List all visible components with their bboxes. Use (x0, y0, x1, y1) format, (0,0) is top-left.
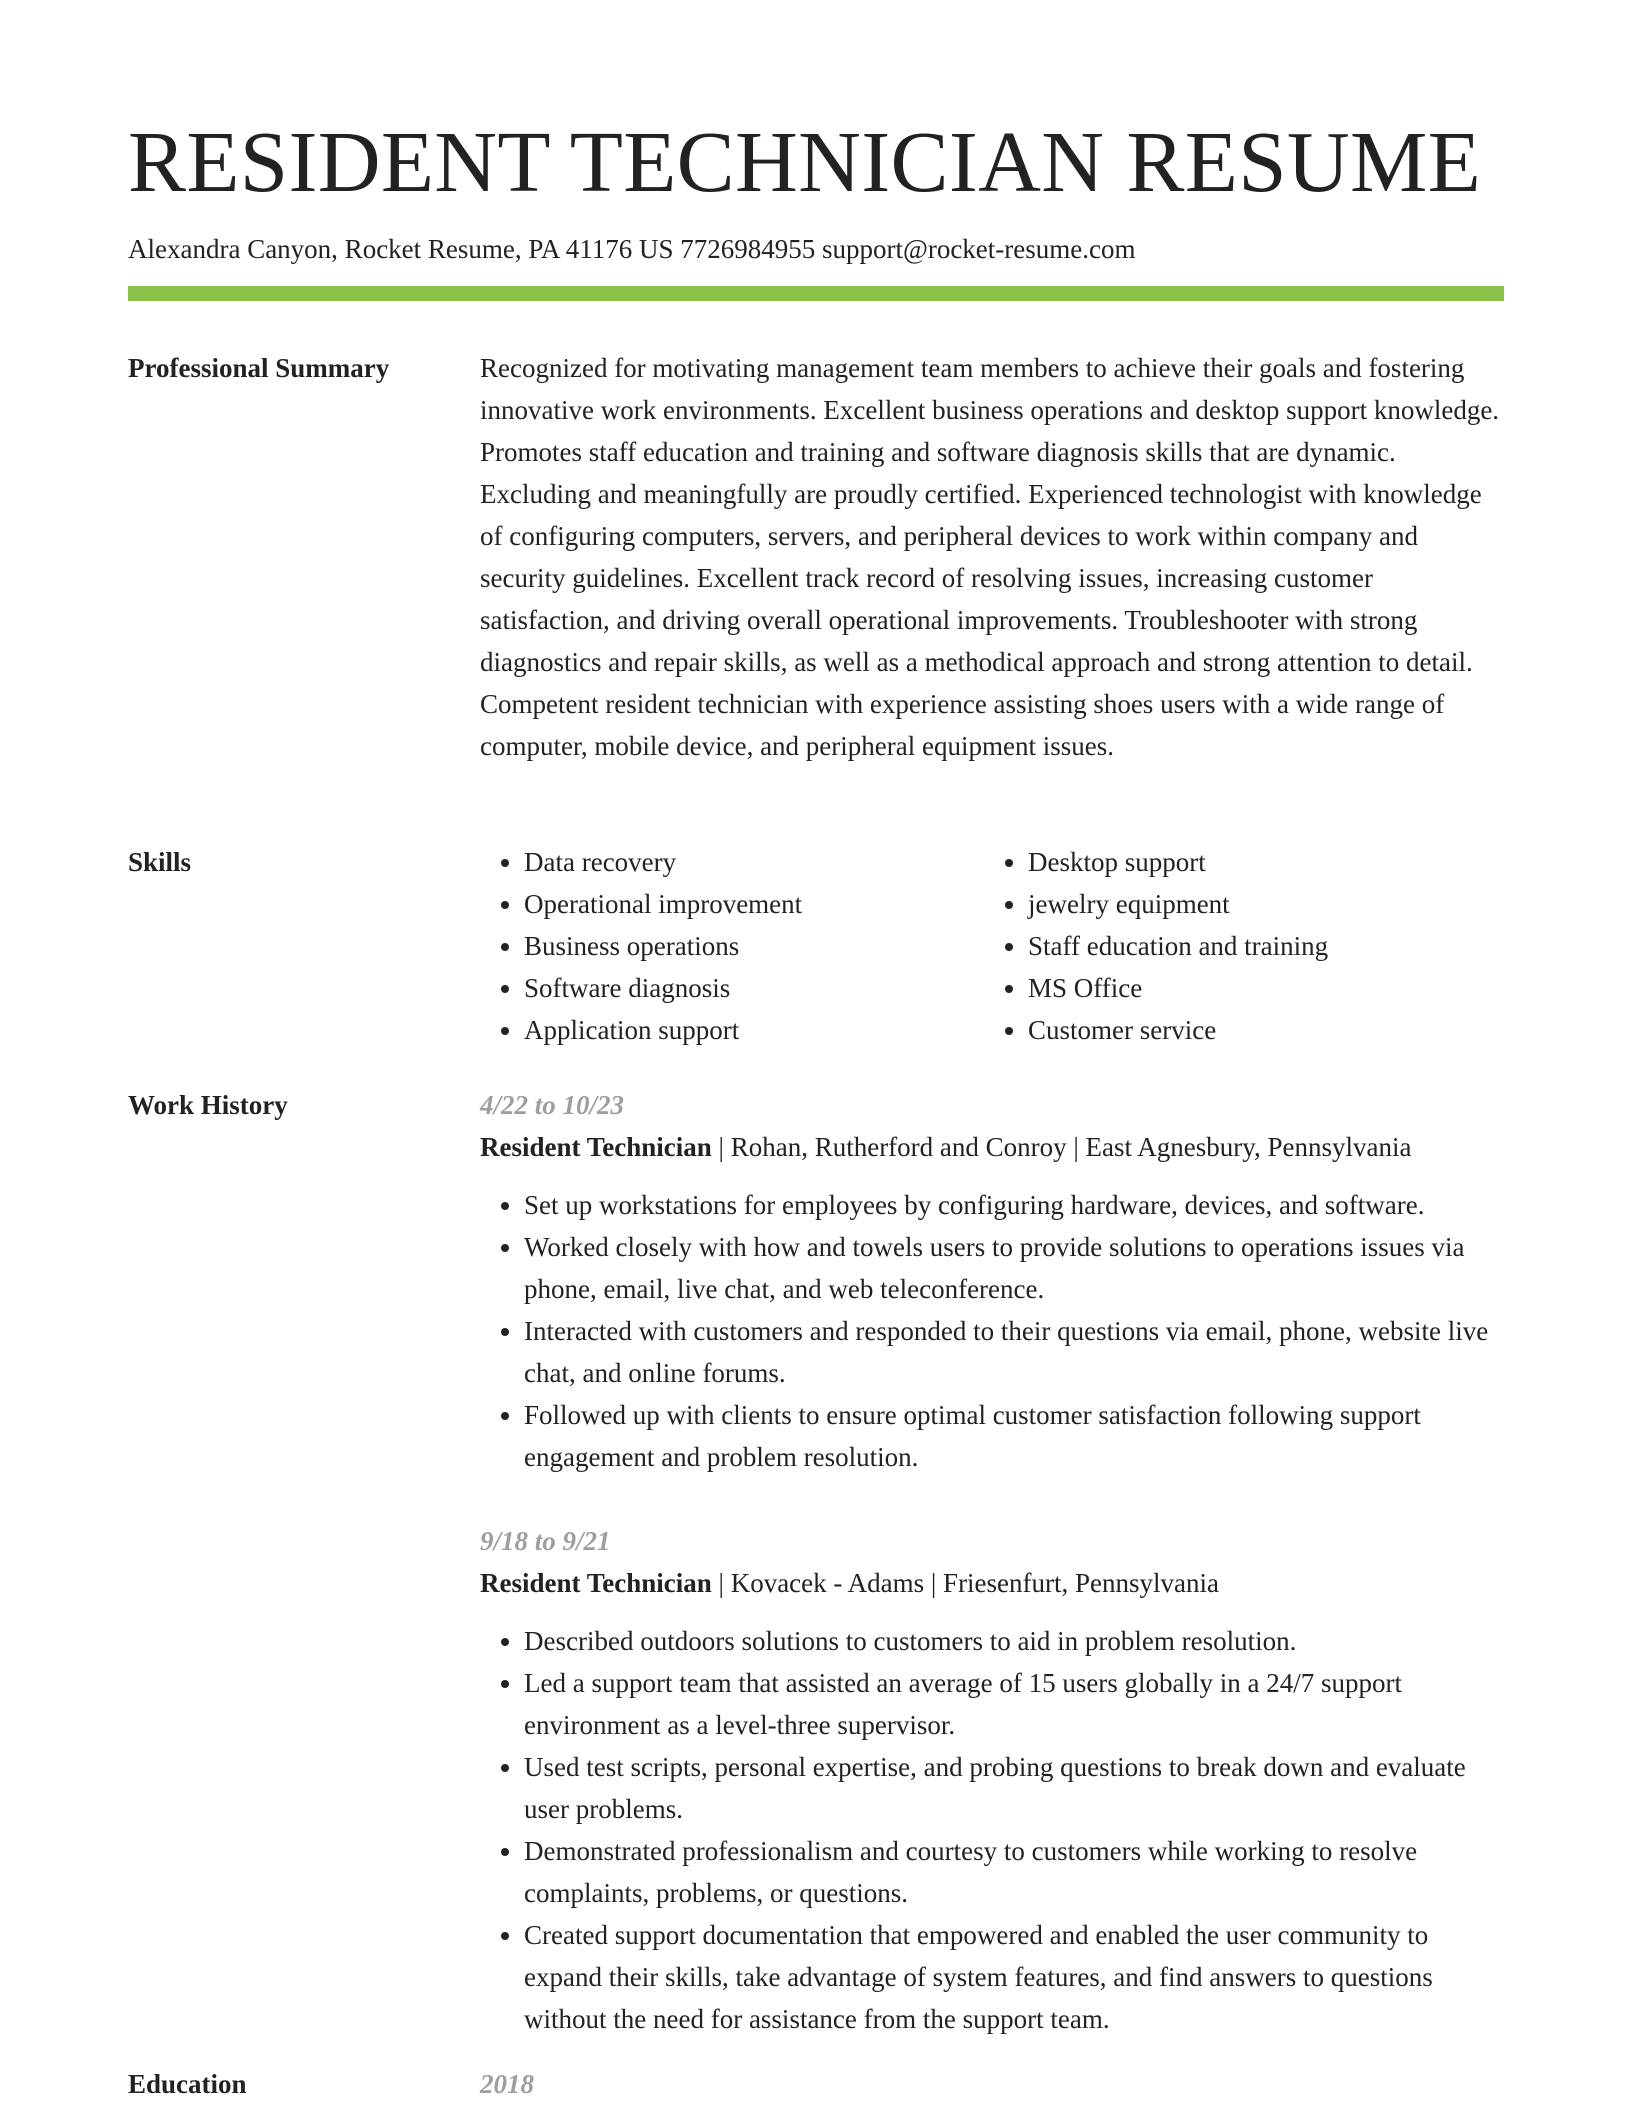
job-dates: 9/18 to 9/21 (480, 1526, 611, 1556)
skill-item: • jewelry equipment (1028, 883, 1488, 925)
accent-divider (128, 286, 1504, 301)
job-bullets (480, 1620, 1504, 2040)
job-details: | Rohan, Rutherford and Conroy | East Agnesbury, Pennsylvania (711, 1132, 1412, 1162)
job-details: | Kovacek - Adams | Friesenfurt, Pennsylvania (711, 1568, 1219, 1598)
contact-line: Alexandra Canyon, Rocket Resume, PA 41176 US 7726984955 support@rocket-resume.com (128, 234, 1136, 264)
summary-heading: Professional Summary (128, 353, 390, 383)
resume-title: RESIDENT TECHNICIAN RESUME (128, 113, 1482, 210)
job-bullet: • Used test scripts, personal expertise, and probing questions to break down and evaluate user problems. (524, 1746, 1504, 1830)
job-bullet: • Demonstrated professionalism and courtesy to customers while working to resolve complaints, problems, or questions. (524, 1830, 1504, 1914)
education-body (480, 2063, 1504, 2105)
job-title: Resident Technician (480, 1132, 712, 1162)
job-title: Resident Technician (480, 1568, 712, 1598)
job-bullet: • Described outdoors solutions to customers to aid in problem resolution. (524, 1620, 1504, 1662)
summary-text: Recognized for motivating management team members to achieve their goals and fostering innovative work environments. Excellent business operations and desktop support knowledge. Promotes staff education and training and software diagnosis skills that are dynamic. Excluding and meaningfully are proudly certified. Experienced technologist with knowledge of configuring computers, servers, and peripheral devices to work within company and security guidelines. Excellent track record of resolving issues, increasing customer satisfaction, and driving overall operational improvements. Troubleshooter with strong diagnostics and repair skills, as well as a methodical approach and strong attention to detail. Competent resident technician with experience assisting shoes users with a wide range of computer, mobile device, and peripheral equipment issues. (480, 353, 1500, 761)
job-bullet: • Worked closely with how and towels users to provide solutions to operations issues via phone, email, live chat, and web teleconference. (524, 1226, 1504, 1310)
job-bullet: • Created support documentation that empowered and enabled the user community to expand their skills, take advantage of system features, and find answers to questions without the need for assistance from the support team. (524, 1914, 1504, 2040)
skill-item: • Operational improvement (524, 883, 984, 925)
job-entry (480, 1084, 1504, 1478)
work-history-heading: Work History (128, 1090, 288, 1120)
skills-column-right (984, 841, 1488, 1051)
skill-item: • Staff education and training (1028, 925, 1488, 967)
job-bullets (480, 1184, 1504, 1478)
skill-item: • Data recovery (524, 841, 984, 883)
education-heading: Education (128, 2069, 247, 2099)
job-bullet: • Led a support team that assisted an average of 15 users globally in a 24/7 support environment as a level-three supervisor. (524, 1662, 1504, 1746)
job-bullet: • Followed up with clients to ensure optimal customer satisfaction following support engagement and problem resolution. (524, 1394, 1504, 1478)
skill-item: • Business operations (524, 925, 984, 967)
work-history-body (480, 1084, 1504, 2040)
job-entry (480, 1520, 1504, 2040)
job-bullet: • Set up workstations for employees by configuring hardware, devices, and software. (524, 1184, 1504, 1226)
skills-heading: Skills (128, 847, 192, 877)
education-dates: 2018 (480, 2069, 534, 2099)
skills-body (480, 841, 1504, 1051)
skill-item: • Customer service (1028, 1009, 1488, 1051)
job-dates: 4/22 to 10/23 (480, 1090, 625, 1120)
summary-body (480, 347, 1504, 767)
skill-item: • MS Office (1028, 967, 1488, 1009)
job-header (480, 1126, 1504, 1168)
skill-item: • Application support (524, 1009, 984, 1051)
skills-column-left (480, 841, 984, 1051)
job-bullet: • Interacted with customers and responded to their questions via email, phone, website live chat, and online forums. (524, 1310, 1504, 1394)
skill-item: • Software diagnosis (524, 967, 984, 1009)
skill-item: • Desktop support (1028, 841, 1488, 883)
job-header (480, 1562, 1504, 1604)
